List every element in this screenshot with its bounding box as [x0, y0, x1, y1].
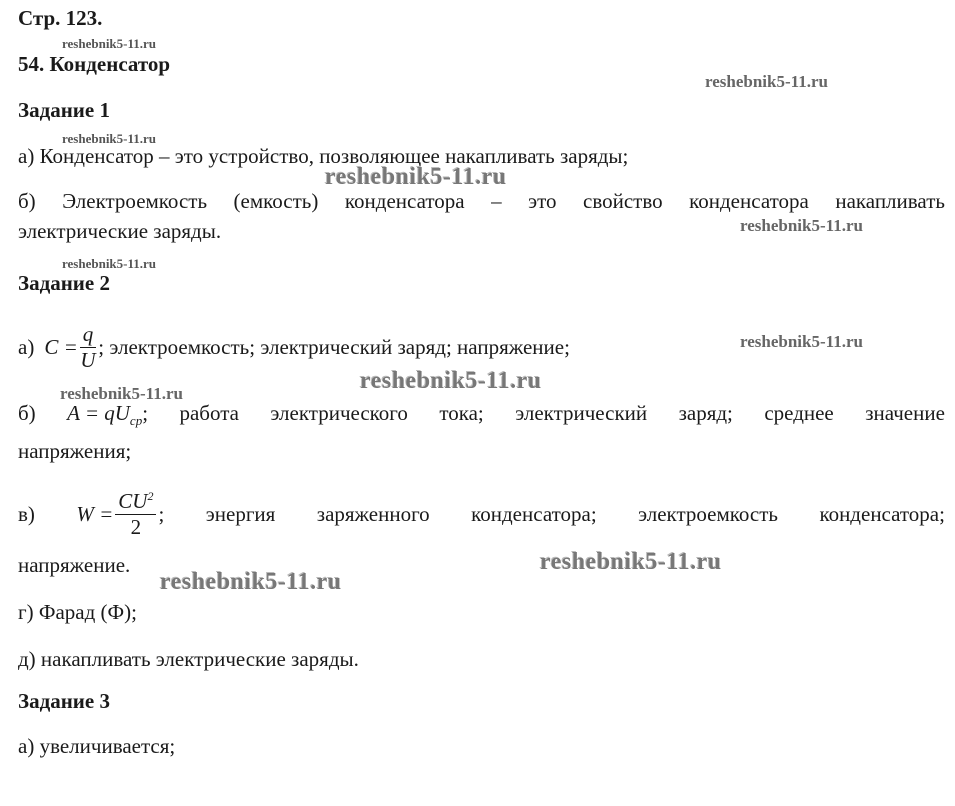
- watermark: reshebnik5-11.ru: [705, 72, 828, 91]
- task2-answer-a: [18, 324, 570, 371]
- formula-fraction: [115, 490, 156, 538]
- task2-title: Задание 2: [18, 271, 110, 295]
- word: (емкость): [233, 189, 319, 213]
- watermark: reshebnik5-11.ru: [740, 216, 863, 235]
- word: заряженного: [316, 501, 430, 526]
- formula: [67, 401, 148, 429]
- word: это: [528, 189, 557, 213]
- page-number: Стр. 123.: [18, 6, 103, 30]
- task2-answer-b-line2: напряжения;: [18, 439, 132, 463]
- formula-fraction: [80, 324, 97, 371]
- item-label: в): [18, 501, 35, 526]
- word: электрический: [515, 401, 648, 425]
- semicolon: ;: [158, 501, 165, 526]
- fraction-numerator: q: [80, 324, 97, 348]
- watermark: reshebnik5-11.ru: [62, 256, 157, 271]
- word: среднее: [764, 401, 834, 425]
- task1-answer-b-line2: электрические заряды.: [18, 219, 222, 243]
- formula-lhs: W =: [76, 501, 114, 526]
- word: Электроемкость: [62, 189, 208, 213]
- task2-answer-c-line2: напряжение.: [18, 553, 131, 577]
- word: тока;: [439, 401, 484, 425]
- word: свойство: [583, 189, 663, 213]
- watermark: reshebnik5-11.ru: [60, 384, 183, 403]
- section-title: 54. Конденсатор: [18, 52, 171, 76]
- task3-title: Задание 3: [18, 689, 110, 713]
- task2-answer-c-line1: [18, 490, 945, 538]
- word: значение: [865, 401, 945, 425]
- word: конденсатора;: [819, 501, 945, 526]
- formula: [76, 490, 164, 538]
- word: конденсатора: [689, 189, 809, 213]
- word: конденсатора;: [471, 501, 597, 526]
- numerator-base: CU: [118, 489, 148, 513]
- word: б): [18, 189, 36, 213]
- word: электроемкость: [638, 501, 778, 526]
- task2-answer-b-line1: [18, 401, 945, 429]
- watermark: reshebnik5-11.ru: [540, 549, 722, 575]
- watermark: reshebnik5-11.ru: [160, 569, 342, 595]
- formula-main: A = qU: [67, 401, 130, 425]
- task2-answer-e: д) накапливать электрические заряды.: [18, 647, 359, 671]
- task1-answer-a: а) Конденсатор – это устройство, позволяющее накапливать заряды;: [18, 144, 629, 168]
- answer-text: ; электроемкость; электрический заряд; напряжение;: [98, 335, 570, 359]
- fraction-denominator: U: [80, 348, 96, 372]
- fraction-numerator: [115, 490, 156, 515]
- semicolon: ;: [142, 401, 149, 425]
- word: заряд;: [678, 401, 733, 425]
- watermark: reshebnik5-11.ru: [325, 164, 507, 190]
- word: конденсатора: [344, 189, 465, 213]
- word: работа: [179, 401, 239, 425]
- watermark: reshebnik5-11.ru: [62, 36, 157, 51]
- word: –: [491, 189, 502, 213]
- task1-answer-b-line1: [18, 189, 945, 214]
- task2-answer-d: г) Фарад (Ф);: [18, 600, 137, 624]
- watermark: reshebnik5-11.ru: [360, 368, 542, 394]
- watermark: reshebnik5-11.ru: [62, 131, 157, 146]
- word: энергия: [205, 501, 276, 526]
- formula-subscript: ср: [129, 413, 143, 429]
- formula-lhs: C =: [44, 335, 78, 359]
- word: электрического: [270, 401, 408, 425]
- task3-answer-a: а) увеличивается;: [18, 734, 176, 758]
- task1-title: Задание 1: [18, 98, 110, 122]
- word: накапливать: [835, 189, 945, 213]
- watermark: reshebnik5-11.ru: [740, 332, 863, 351]
- fraction-denominator: 2: [130, 515, 142, 539]
- item-label: а): [18, 335, 35, 359]
- item-label: б): [18, 401, 36, 425]
- numerator-exponent: 2: [147, 489, 154, 503]
